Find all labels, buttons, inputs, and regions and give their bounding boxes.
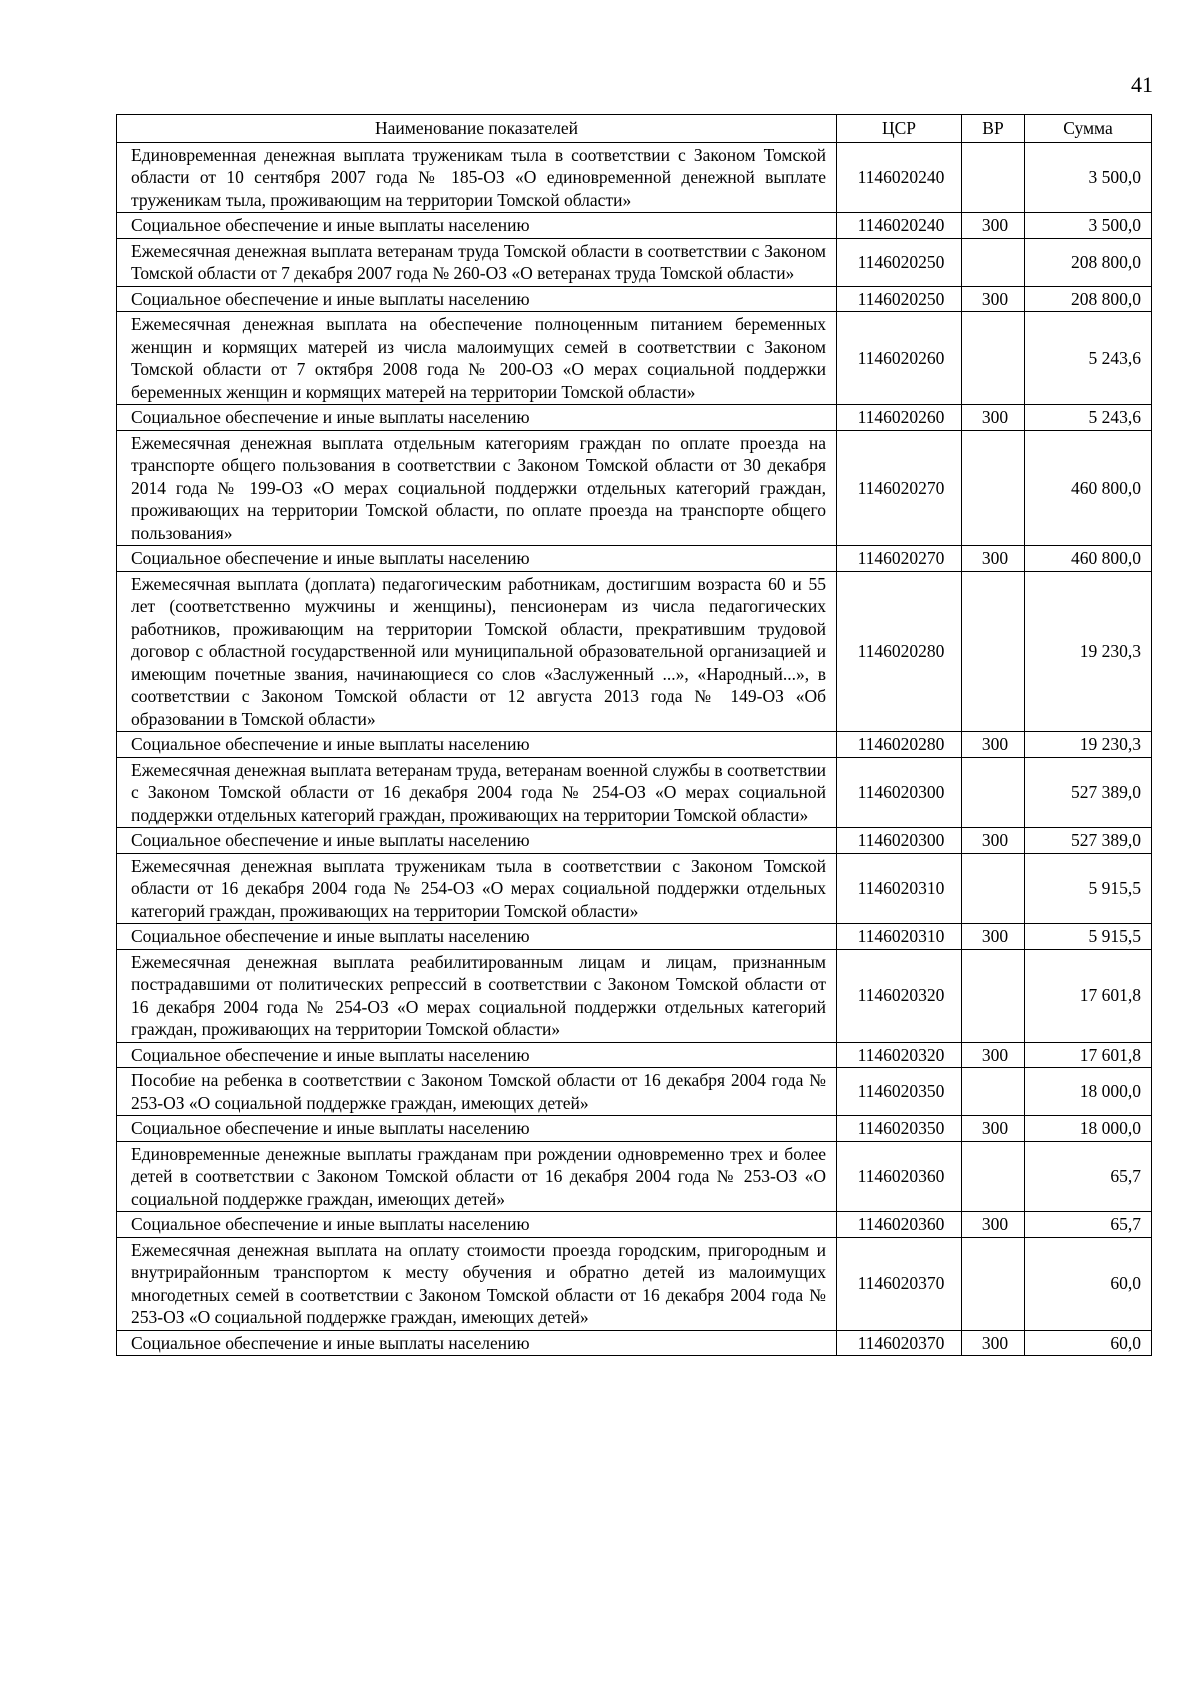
row-sum: 5 243,6 — [1025, 405, 1152, 431]
row-csr: 1146020260 — [837, 312, 962, 405]
table-row — [117, 949, 1152, 1042]
row-name: Социальное обеспечение и иные выплаты населению — [117, 1042, 837, 1068]
row-vr — [962, 571, 1025, 732]
row-sum: 5 915,5 — [1025, 853, 1152, 924]
row-name: Социальное обеспечение и иные выплаты населению — [117, 1212, 837, 1238]
row-sum: 460 800,0 — [1025, 430, 1152, 546]
row-name: Социальное обеспечение и иные выплаты населению — [117, 213, 837, 239]
row-vr: 300 — [962, 924, 1025, 950]
row-vr: 300 — [962, 1116, 1025, 1142]
table-row — [117, 732, 1152, 758]
row-csr: 1146020260 — [837, 405, 962, 431]
table-row — [117, 757, 1152, 828]
row-vr: 300 — [962, 213, 1025, 239]
row-csr: 1146020360 — [837, 1141, 962, 1212]
table-row — [117, 430, 1152, 546]
row-csr: 1146020270 — [837, 546, 962, 572]
table-row — [117, 142, 1152, 213]
row-sum: 208 800,0 — [1025, 286, 1152, 312]
row-sum: 18 000,0 — [1025, 1116, 1152, 1142]
row-sum: 527 389,0 — [1025, 757, 1152, 828]
row-name: Единовременная денежная выплата труженикам тыла в соответствии с Законом Томской области от 10 сентября 2007 года № 185-ОЗ «О единовременной денежной выплате труженикам тыла, проживающим на территории Томской области» — [117, 142, 837, 213]
page-number: 41 — [1131, 72, 1153, 97]
table-row — [117, 1116, 1152, 1142]
row-name: Социальное обеспечение и иные выплаты населению — [117, 924, 837, 950]
row-vr: 300 — [962, 1330, 1025, 1356]
row-name: Ежемесячная денежная выплата реабилитированным лицам и лицам, признанным пострадавшими от политических репрессий в соответствии с Законом Томской области от 16 декабря 2004 года № 254-ОЗ «О мерах социальной поддержки отдельных категорий граждан, проживающих на территории Томской области» — [117, 949, 837, 1042]
row-vr — [962, 757, 1025, 828]
row-sum: 208 800,0 — [1025, 238, 1152, 286]
row-vr — [962, 1068, 1025, 1116]
row-csr: 1146020280 — [837, 732, 962, 758]
row-csr: 1146020270 — [837, 430, 962, 546]
row-csr: 1146020350 — [837, 1116, 962, 1142]
row-name: Социальное обеспечение и иные выплаты населению — [117, 732, 837, 758]
row-name: Социальное обеспечение и иные выплаты населению — [117, 286, 837, 312]
row-name: Социальное обеспечение и иные выплаты населению — [117, 546, 837, 572]
row-name: Социальное обеспечение и иные выплаты населению — [117, 1116, 837, 1142]
row-sum: 65,7 — [1025, 1212, 1152, 1238]
row-csr: 1146020360 — [837, 1212, 962, 1238]
header-sum: Сумма — [1025, 115, 1152, 143]
row-csr: 1146020320 — [837, 1042, 962, 1068]
table-row — [117, 213, 1152, 239]
row-csr: 1146020280 — [837, 571, 962, 732]
row-csr: 1146020310 — [837, 853, 962, 924]
row-vr: 300 — [962, 405, 1025, 431]
row-sum: 19 230,3 — [1025, 571, 1152, 732]
table-row — [117, 571, 1152, 732]
header-name: Наименование показателей — [117, 115, 837, 143]
table-row — [117, 1212, 1152, 1238]
row-sum: 17 601,8 — [1025, 1042, 1152, 1068]
row-vr: 300 — [962, 1042, 1025, 1068]
row-vr — [962, 949, 1025, 1042]
table-row — [117, 853, 1152, 924]
row-vr — [962, 238, 1025, 286]
row-vr — [962, 1237, 1025, 1330]
table-row — [117, 405, 1152, 431]
row-sum: 460 800,0 — [1025, 546, 1152, 572]
table-header-row — [117, 115, 1152, 143]
row-name: Социальное обеспечение и иные выплаты населению — [117, 828, 837, 854]
row-vr — [962, 142, 1025, 213]
row-csr: 1146020250 — [837, 286, 962, 312]
table-row — [117, 546, 1152, 572]
table-row — [117, 1042, 1152, 1068]
row-name: Ежемесячная денежная выплата на обеспечение полноценным питанием беременных женщин и кормящих матерей из числа малоимущих семей в соответствии с Законом Томской области от 7 октября 2008 года № 200-ОЗ «О мерах социальной поддержки беременных женщин и кормящих матерей на территории Томской области» — [117, 312, 837, 405]
row-csr: 1146020320 — [837, 949, 962, 1042]
row-vr — [962, 1141, 1025, 1212]
row-vr: 300 — [962, 828, 1025, 854]
row-vr — [962, 853, 1025, 924]
row-csr: 1146020310 — [837, 924, 962, 950]
row-vr: 300 — [962, 732, 1025, 758]
row-vr: 300 — [962, 286, 1025, 312]
row-sum: 5 243,6 — [1025, 312, 1152, 405]
row-name: Ежемесячная денежная выплата ветеранам труда, ветеранам военной службы в соответствии с Законом Томской области от 16 декабря 2004 года № 254-ОЗ «О мерах социальной поддержки отдельных категорий граждан, проживающих на территории Томской области» — [117, 757, 837, 828]
header-csr: ЦСР — [837, 115, 962, 143]
row-name: Пособие на ребенка в соответствии с Законом Томской области от 16 декабря 2004 года № 253-ОЗ «О социальной поддержке граждан, имеющих детей» — [117, 1068, 837, 1116]
table-row — [117, 238, 1152, 286]
row-csr: 1146020350 — [837, 1068, 962, 1116]
table-row — [117, 924, 1152, 950]
table-row — [117, 1237, 1152, 1330]
row-csr: 1146020370 — [837, 1237, 962, 1330]
row-sum: 60,0 — [1025, 1237, 1152, 1330]
row-csr: 1146020240 — [837, 213, 962, 239]
row-name: Ежемесячная денежная выплата труженикам тыла в соответствии с Законом Томской области от 16 декабря 2004 года № 254-ОЗ «О мерах социальной поддержки отдельных категорий граждан, проживающих на территории Томской области» — [117, 853, 837, 924]
row-sum: 18 000,0 — [1025, 1068, 1152, 1116]
row-sum: 65,7 — [1025, 1141, 1152, 1212]
row-vr — [962, 430, 1025, 546]
row-name: Ежемесячная выплата (доплата) педагогическим работникам, достигшим возраста 60 и 55 лет (соответственно мужчины и женщины), пенсионерам из числа педагогических работников, проживающим на территории Томской области, прекратившим трудовой договор с областной государственной или муниципальной образовательной организацией и имеющим почетные звания, начинающиеся со слов «Заслуженный ...», «Народный...», в соответствии с Законом Томской области от 12 августа 2013 года № 149-ОЗ «Об образовании в Томской области» — [117, 571, 837, 732]
row-name: Ежемесячная денежная выплата отдельным категориям граждан по оплате проезда на транспорте общего пользования в соответствии с Законом Томской области от 30 декабря 2014 года № 199-ОЗ «О мерах социальной поддержки отдельных категорий граждан, проживающих на территории Томской области, по оплате проезда на транспорте общего пользования» — [117, 430, 837, 546]
row-csr: 1146020240 — [837, 142, 962, 213]
row-sum: 3 500,0 — [1025, 142, 1152, 213]
row-csr: 1146020300 — [837, 828, 962, 854]
row-vr — [962, 312, 1025, 405]
row-csr: 1146020300 — [837, 757, 962, 828]
row-name: Ежемесячная денежная выплата на оплату стоимости проезда городским, пригородным и внутрирайонным транспортом к месту обучения и обратно детей из малоимущих многодетных семей в соответствии с Законом Томской области от 16 декабря 2004 года № 253-ОЗ «О социальной поддержке граждан, имеющих детей» — [117, 1237, 837, 1330]
header-vr: ВР — [962, 115, 1025, 143]
row-csr: 1146020250 — [837, 238, 962, 286]
row-csr: 1146020370 — [837, 1330, 962, 1356]
table-row — [117, 828, 1152, 854]
row-name: Ежемесячная денежная выплата ветеранам труда Томской области в соответствии с Законом Томской области от 7 декабря 2007 года № 260-ОЗ «О ветеранах труда Томской области» — [117, 238, 837, 286]
row-sum: 17 601,8 — [1025, 949, 1152, 1042]
table-row — [117, 1330, 1152, 1356]
row-name: Социальное обеспечение и иные выплаты населению — [117, 1330, 837, 1356]
row-sum: 3 500,0 — [1025, 213, 1152, 239]
table-row — [117, 1068, 1152, 1116]
row-sum: 60,0 — [1025, 1330, 1152, 1356]
row-name: Социальное обеспечение и иные выплаты населению — [117, 405, 837, 431]
row-vr: 300 — [962, 1212, 1025, 1238]
budget-table — [116, 114, 1152, 1356]
table-row — [117, 312, 1152, 405]
row-name: Единовременные денежные выплаты гражданам при рождении одновременно трех и более детей в соответствии с Законом Томской области от 16 декабря 2004 года № 253-ОЗ «О социальной поддержке граждан, имеющих детей» — [117, 1141, 837, 1212]
row-sum: 527 389,0 — [1025, 828, 1152, 854]
row-vr: 300 — [962, 546, 1025, 572]
table-row — [117, 286, 1152, 312]
row-sum: 19 230,3 — [1025, 732, 1152, 758]
row-sum: 5 915,5 — [1025, 924, 1152, 950]
table-row — [117, 1141, 1152, 1212]
